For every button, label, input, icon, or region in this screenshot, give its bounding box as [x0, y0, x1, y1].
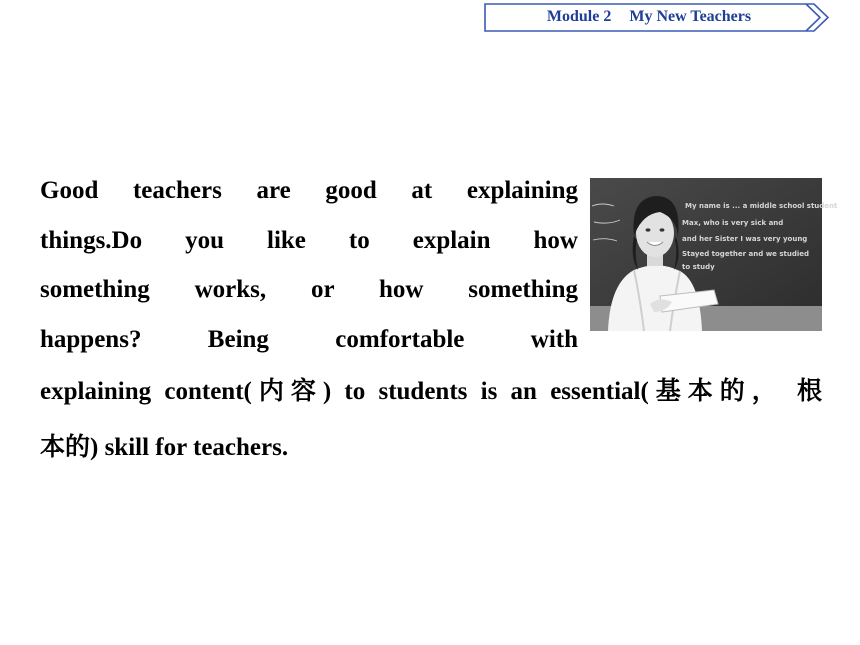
module-title: My New Teachers — [629, 8, 752, 25]
passage — [40, 166, 838, 476]
chalk-line: Max, who is very sick and — [682, 219, 784, 227]
teacher-photo — [590, 178, 838, 331]
chalk-line: My name is ... a middle school student — [685, 202, 838, 210]
chalk-line: and her Sister I was very young — [682, 235, 808, 243]
passage-line: something works, or how something — [40, 276, 578, 303]
header-text — [484, 3, 814, 31]
passage-line: Good teachers are good at explaining — [40, 177, 578, 204]
chalk-line: Stayed together and we studied — [682, 250, 810, 258]
passage-line: 本的) skill for teachers. — [40, 434, 289, 461]
chalk-line: to study — [682, 263, 715, 271]
module-header-tag — [484, 3, 830, 31]
passage-line: things.Do you like to explain how — [40, 226, 578, 254]
passage-line: happens? Being comfortable with — [40, 325, 578, 353]
teacher-photo-illustration — [590, 178, 838, 331]
passage-line: explaining content(内容) to students is an essential(基本的， 根 — [40, 378, 822, 405]
module-label: Module 2 — [546, 8, 612, 25]
